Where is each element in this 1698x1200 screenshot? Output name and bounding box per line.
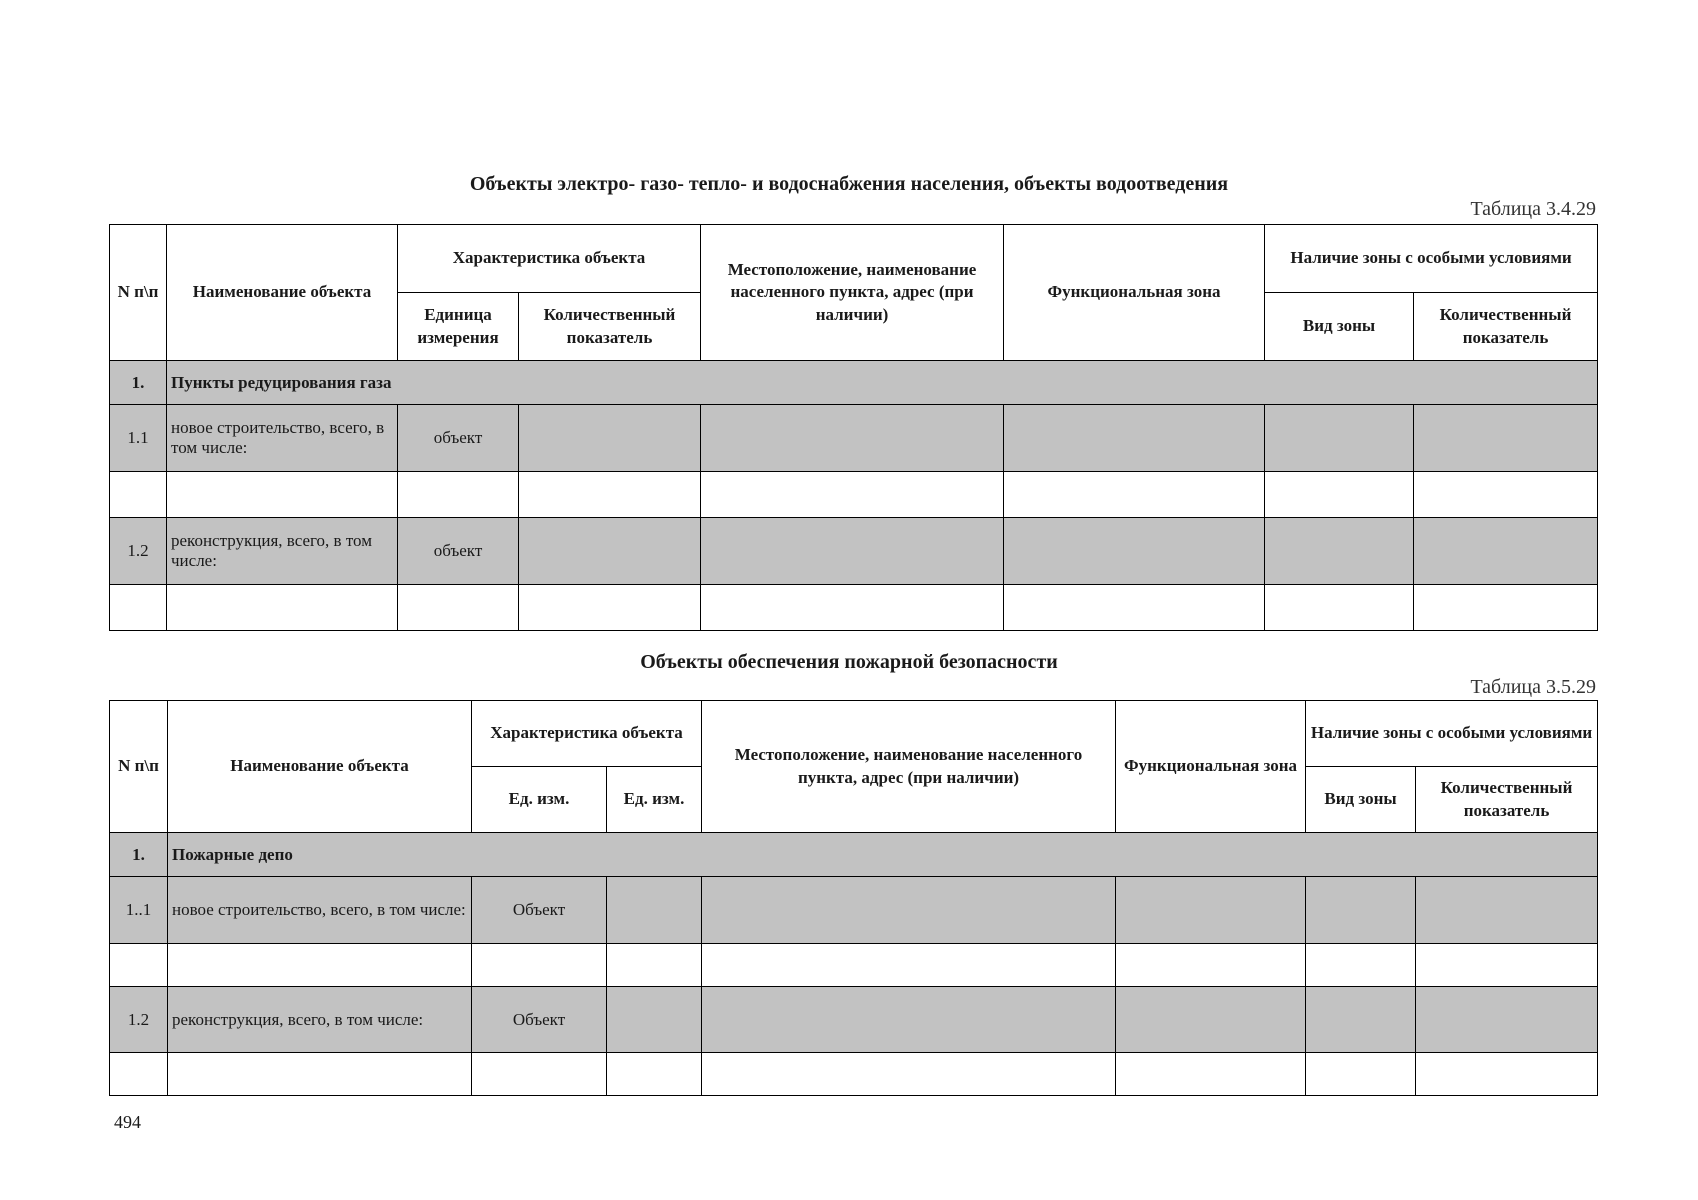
header-zone-quantity: Количественный показатель <box>1416 767 1598 833</box>
header-unit: Ед. изм. <box>607 767 702 833</box>
section-row <box>110 361 1598 405</box>
header-special-zone: Наличие зоны с особыми условиями <box>1265 225 1598 293</box>
section-label: Пункты редуцирования газа <box>167 361 1598 405</box>
section-row <box>110 833 1598 877</box>
header-location: Местоположение, наименование населенного пункта, адрес (при наличии) <box>702 701 1116 833</box>
table-row-empty <box>110 585 1598 631</box>
table-row-empty <box>110 944 1598 987</box>
row-number: 1..1 <box>110 877 168 944</box>
header-quantity: Количественный показатель <box>519 293 701 361</box>
table2-number: Таблица 3.5.29 <box>1470 676 1596 698</box>
section-label: Пожарные депо <box>168 833 1598 877</box>
row-name: реконструкция, всего, в том числе: <box>167 518 398 585</box>
row-unit: объект <box>398 518 519 585</box>
header-special-zone: Наличие зоны с особыми условиями <box>1306 701 1598 767</box>
header-characteristic: Характеристика объекта <box>472 701 702 767</box>
row-unit: Объект <box>472 987 607 1053</box>
table2 <box>109 700 1598 1096</box>
row-number: 1.2 <box>110 987 168 1053</box>
header-zone-type: Вид зоны <box>1306 767 1416 833</box>
section-number: 1. <box>110 833 168 877</box>
table-row <box>110 405 1598 472</box>
header-zone-type: Вид зоны <box>1265 293 1414 361</box>
section-number: 1. <box>110 361 167 405</box>
row-number: 1.1 <box>110 405 167 472</box>
table-row-empty <box>110 1053 1598 1096</box>
page-number: 494 <box>114 1112 141 1132</box>
row-name: новое строительство, всего, в том числе: <box>167 405 398 472</box>
table-row-empty <box>110 472 1598 518</box>
header-zone-quantity: Количественный показатель <box>1414 293 1598 361</box>
header-unit: Единица измерения <box>398 293 519 361</box>
table-row <box>110 987 1598 1053</box>
table1-title: Объекты электро- газо- тепло- и водоснабжения населения, объекты водоотведения <box>469 173 1229 195</box>
row-name: реконструкция, всего, в том числе: <box>168 987 472 1053</box>
header-characteristic: Характеристика объекта <box>398 225 701 293</box>
row-unit: Объект <box>472 877 607 944</box>
header-n: N п\п <box>110 225 167 361</box>
header-name: Наименование объекта <box>168 701 472 833</box>
header-location: Местоположение, наименование населенного пункта, адрес (при наличии) <box>701 225 1004 361</box>
header-n: N п\п <box>110 701 168 833</box>
header-zone: Функциональная зона <box>1004 225 1265 361</box>
header-zone: Функциональная зона <box>1116 701 1306 833</box>
header-name: Наименование объекта <box>167 225 398 361</box>
row-name: новое строительство, всего, в том числе: <box>168 877 472 944</box>
row-number: 1.2 <box>110 518 167 585</box>
header-unit: Ед. изм. <box>472 767 607 833</box>
table1-number: Таблица 3.4.29 <box>1470 198 1596 220</box>
table-row <box>110 877 1598 944</box>
row-unit: объект <box>398 405 519 472</box>
table-row <box>110 518 1598 585</box>
table2-title: Объекты обеспечения пожарной безопасности <box>640 651 1058 673</box>
table1 <box>109 224 1598 631</box>
